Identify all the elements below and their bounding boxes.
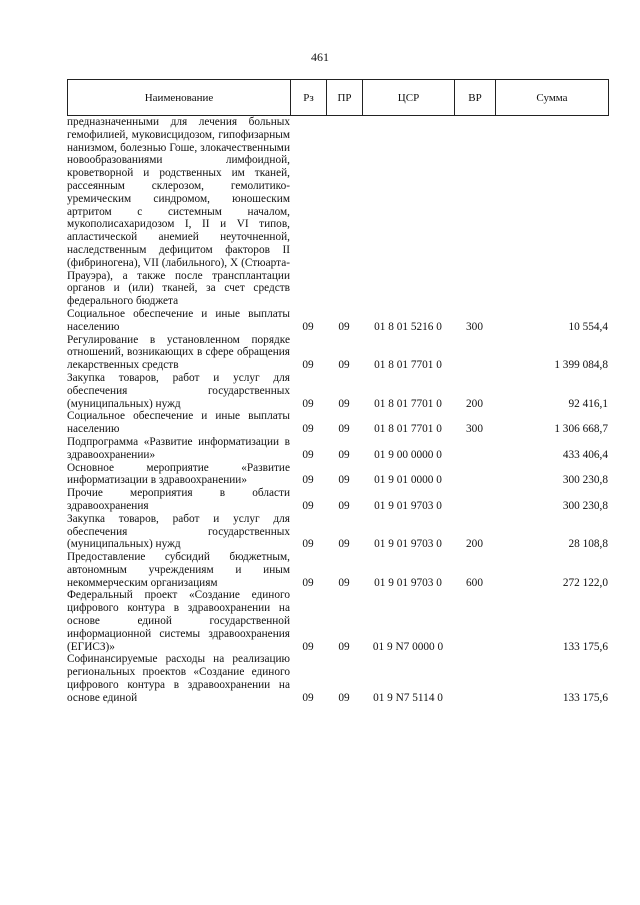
page-number: 461 (311, 50, 329, 64)
row-rz: 09 (302, 423, 314, 436)
row-sum: 133 175,6 (562, 691, 608, 704)
header-sum: Сумма (496, 80, 609, 116)
row-rz: 09 (302, 359, 314, 372)
row-rz (290, 116, 326, 308)
row-sum: 10 554,4 (568, 320, 608, 333)
row-sum: 28 108,8 (568, 538, 608, 551)
row-vr (454, 487, 495, 513)
header-csr: ЦСР (363, 80, 455, 116)
row-name: Подпрограмма «Развитие информатизации в здравоохранении» (67, 435, 290, 461)
table-row (67, 551, 608, 589)
header-vr: ВР (455, 80, 496, 116)
row-name: Закупка товаров, работ и услуг для обеспечения государственных (муниципальных) нужд (67, 371, 290, 410)
row-sum: 272 122,0 (562, 576, 608, 589)
row-csr: 01 9 N7 5114 0 (373, 691, 443, 704)
row-rz: 09 (302, 538, 314, 551)
row-vr (454, 334, 495, 372)
row-csr: 01 8 01 7701 0 (374, 423, 442, 436)
row-name: предназначенными для лечения больных гемофилией, муковисцидозом, гипофизарным нанизмом, болезнью Гоше, злокачественными новообразованиями лимфоидной, кроветворной и родственных им тканей, рассеянным склерозом, гемолитико-уремическим синдромом, юношеским артритом с системным началом, мукополисахаридозом I, II и VI типов, апластической анемией неуточненной, наследственным дефицитом факторов II (фибриногена), VII (лабильного), X (Стюарта-Прауэра), а также после трансплантации органов и (или) тканей, за счет средств федерального бюджета (67, 116, 290, 308)
table-body (67, 116, 608, 705)
row-rz: 09 (302, 397, 314, 410)
row-pr: 09 (338, 423, 350, 436)
row-pr: 09 (338, 359, 350, 372)
row-rz: 09 (302, 320, 314, 333)
row-sum: 133 175,6 (562, 640, 608, 653)
row-name: Основное мероприятие «Развитие информатизации в здравоохранении» (67, 461, 290, 487)
table-row (67, 513, 608, 551)
row-pr: 09 (338, 448, 350, 461)
row-csr: 01 8 01 7701 0 (374, 397, 442, 410)
row-vr (454, 436, 495, 462)
row-csr: 01 9 N7 0000 0 (372, 640, 444, 653)
row-sum: 1 399 084,8 (554, 359, 608, 372)
row-sum: 1 306 668,7 (554, 423, 608, 436)
row-vr: 200 (466, 397, 483, 410)
budget-table (67, 116, 608, 705)
row-name: Закупка товаров, работ и услуг для обеспечения государственных (муниципальных) нужд (67, 512, 290, 551)
header-rz: Рз (291, 80, 327, 116)
row-csr: 01 9 01 9703 0 (374, 576, 442, 589)
table-row (67, 372, 608, 410)
table-row (67, 116, 608, 308)
row-name: Социальное обеспечение и иные выплаты населению (67, 307, 290, 333)
row-pr (326, 116, 362, 308)
header-pr: ПР (327, 80, 363, 116)
table-row (67, 589, 608, 653)
table-row (67, 462, 608, 488)
row-csr: 01 9 01 0000 0 (374, 474, 442, 487)
row-pr: 09 (338, 499, 350, 512)
row-vr (454, 116, 495, 308)
table-row (67, 653, 608, 704)
row-csr (362, 116, 454, 308)
table-row (67, 334, 608, 372)
row-vr: 200 (466, 538, 483, 551)
table-row (67, 487, 608, 513)
row-name: Прочие мероприятия в области здравоохранения (67, 487, 290, 512)
row-vr (454, 653, 495, 704)
row-vr: 300 (466, 320, 483, 333)
row-sum: 300 230,8 (562, 499, 608, 512)
row-pr: 09 (338, 474, 350, 487)
table-header (67, 79, 609, 116)
row-rz: 09 (302, 640, 314, 653)
row-sum: 300 230,8 (562, 474, 608, 487)
row-pr: 09 (338, 691, 350, 704)
row-rz: 09 (302, 576, 314, 589)
row-pr: 09 (338, 640, 350, 653)
row-rz: 09 (302, 499, 314, 512)
row-rz: 09 (302, 448, 314, 461)
row-csr: 01 8 01 5216 0 (374, 320, 442, 333)
row-pr: 09 (338, 538, 350, 551)
row-sum: 92 416,1 (568, 397, 608, 410)
row-csr: 01 8 01 7701 0 (374, 359, 442, 372)
row-name: Регулирование в установленном порядке отношений, возникающих в сфере обращения лекарственных средств (67, 333, 290, 372)
row-pr: 09 (338, 397, 350, 410)
row-vr: 300 (466, 423, 483, 436)
row-name: Социальное обеспечение и иные выплаты населению (67, 410, 290, 436)
row-sum: 433 406,4 (562, 448, 608, 461)
table-row (67, 308, 608, 334)
row-vr (454, 589, 495, 653)
row-pr: 09 (338, 576, 350, 589)
row-csr: 01 9 01 9703 0 (374, 538, 442, 551)
row-vr (454, 462, 495, 488)
row-vr: 600 (466, 576, 483, 589)
row-name: Софинансируемые расходы на реализацию региональных проектов «Создание единого цифрового контура в здравоохранении на основе единой (67, 653, 290, 704)
row-csr: 01 9 01 9703 0 (374, 499, 442, 512)
row-csr: 01 9 00 0000 0 (374, 448, 442, 461)
row-sum (495, 116, 608, 308)
row-rz: 09 (302, 474, 314, 487)
row-pr: 09 (338, 320, 350, 333)
row-name: Предоставление субсидий бюджетным, автономным учреждениям и иным некоммерческим организациям (67, 551, 290, 589)
row-name: Федеральный проект «Создание единого цифрового контура в здравоохранении на основе единой государственной информационной системы здравоохранения (ЕГИСЗ)» (67, 589, 290, 653)
table-row (67, 436, 608, 462)
header-name: Наименование (68, 80, 291, 116)
table-row (67, 410, 608, 436)
row-rz: 09 (302, 691, 314, 704)
